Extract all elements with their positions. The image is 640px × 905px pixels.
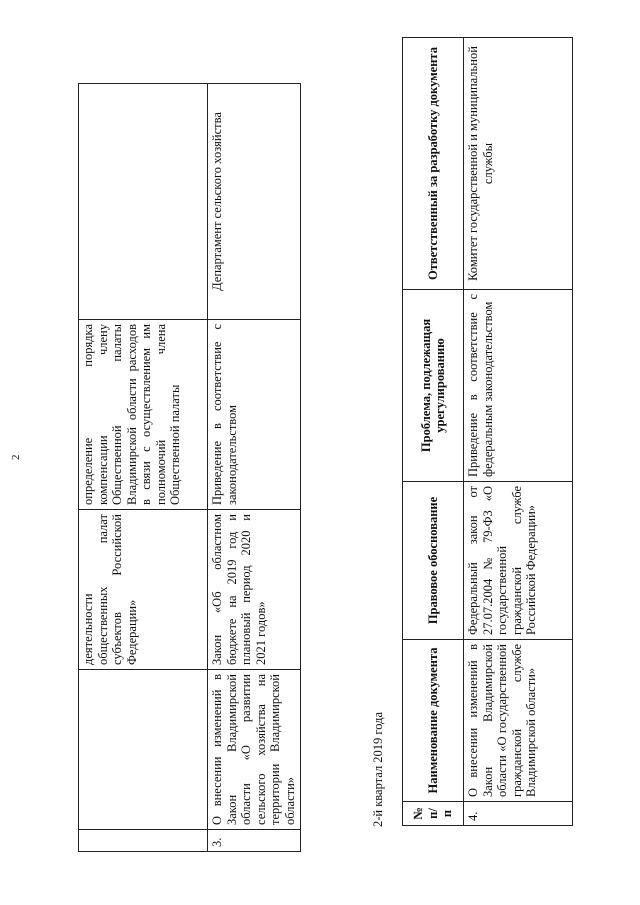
- header-name: Наименование документа: [403, 640, 464, 802]
- quarter-heading: 2-й квартал 2019 года: [371, 711, 385, 827]
- cell-name: О внесении изменений в Закон Владимирской области «О государственной гражданской службе Владимирской области»: [464, 640, 573, 802]
- table-header-row: [403, 38, 464, 826]
- table-row: [79, 84, 208, 852]
- page-number: 2: [10, 454, 22, 460]
- cell-name: О внесении изменений в Закон Владимирской области «О развитии сельского хозяйства на территории Владимирской области»: [208, 670, 301, 830]
- continuation-table: [78, 83, 301, 852]
- plan-table: [402, 37, 573, 826]
- cell-problem: определение порядка компенсации члену Общественной палаты Владимирской области расходов в связи с осуществлением им полномочий члена Общественной палаты: [79, 320, 208, 510]
- cell-problem: Приведение в соответствие с законодательством: [208, 320, 301, 510]
- table-row: [208, 84, 301, 852]
- cell-basis: Закон «Об областном бюджете на 2019 год и плановый период 2020 и 2021 годов»: [208, 510, 301, 670]
- cell-basis: деятельности общественных палат субъектов Российской Федерации»: [79, 510, 208, 670]
- header-num: № п/п: [403, 802, 464, 826]
- cell-num: [79, 830, 208, 852]
- table-row: [464, 38, 573, 826]
- header-responsible: Ответственный за разработку документа: [403, 38, 464, 290]
- cell-responsible: [79, 84, 208, 320]
- header-problem: Проблема, подлежащая урегулированию: [403, 290, 464, 482]
- cell-problem: Приведение в соответствие с федеральным законодательством: [464, 290, 573, 482]
- cell-name: [79, 670, 208, 830]
- cell-responsible: Департамент сельского хозяйства: [208, 84, 301, 320]
- cell-basis: Федеральный закон от 27.07.2004 № 79-ФЗ «О государственной гражданской службе Российской Федерации»: [464, 482, 573, 640]
- cell-num: 3.: [208, 830, 301, 852]
- cell-num: 4.: [464, 802, 573, 826]
- cell-responsible: Комитет государственной и муниципальной службы: [464, 38, 573, 290]
- header-basis: Правовое обоснование: [403, 482, 464, 640]
